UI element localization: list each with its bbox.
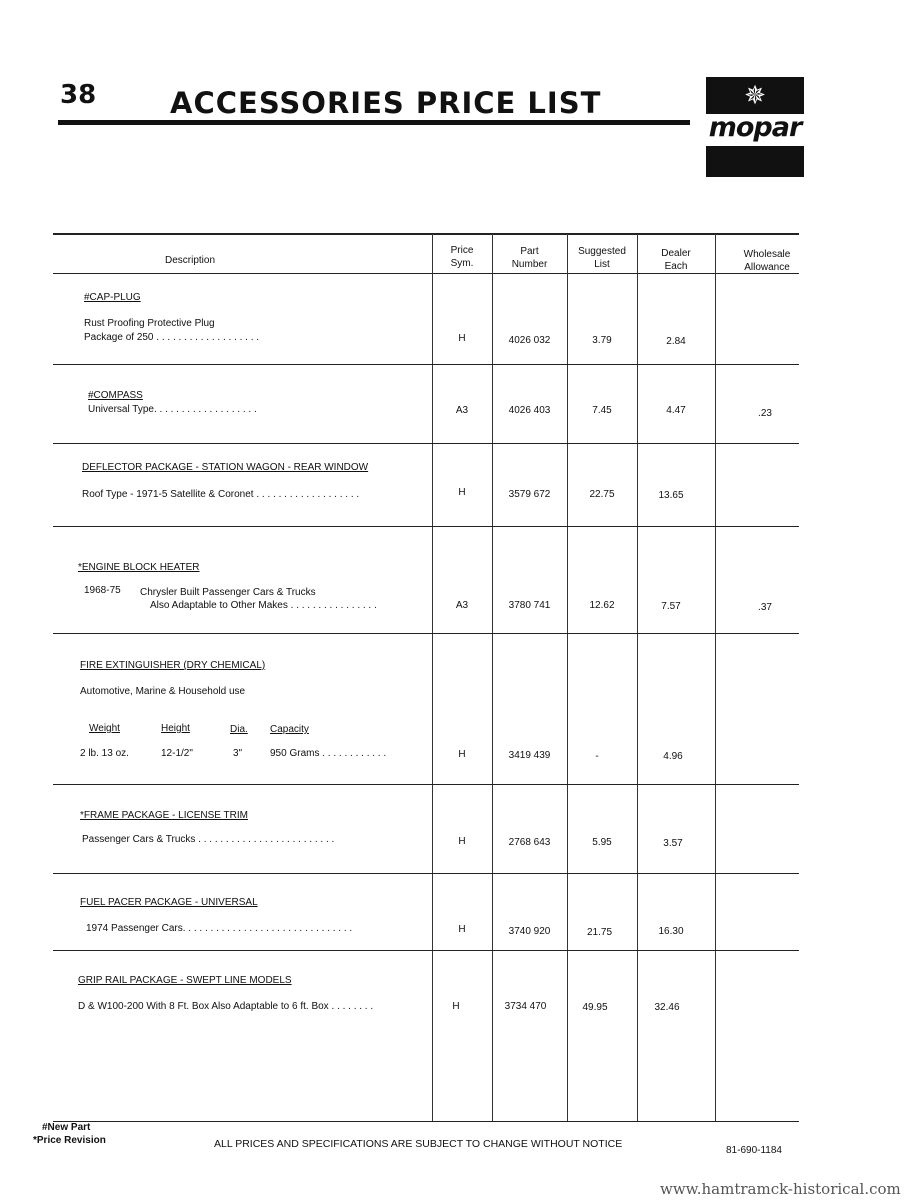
dealer-each: 32.46 xyxy=(654,1002,680,1013)
part-number: 3780 741 xyxy=(508,600,551,611)
spec-header-dia: Dia. xyxy=(230,724,248,735)
price-sym: A3 xyxy=(455,405,469,416)
suggested-list: 5.95 xyxy=(592,837,612,848)
dealer-each: 2.84 xyxy=(666,336,686,347)
suggested-list: 3.79 xyxy=(592,335,612,346)
suggested-list: 7.45 xyxy=(592,405,612,416)
price-sym: H xyxy=(452,1001,460,1012)
col-divider-dealer xyxy=(637,234,638,1122)
item-heading: *ENGINE BLOCK HEATER xyxy=(78,562,200,573)
row-separator xyxy=(53,443,799,444)
suggested-list: 21.75 xyxy=(586,927,613,938)
watermark: www.hamtramck-historical.com xyxy=(660,1180,901,1198)
col-header-dealer-each: Dealer Each xyxy=(661,248,691,272)
col-header-suggested-list: Suggested List xyxy=(578,246,626,270)
item-heading: DEFLECTOR PACKAGE - STATION WAGON - REAR WINDOW xyxy=(82,462,369,473)
spec-value-weight: 2 lb. 13 oz. xyxy=(80,748,129,759)
col-divider-part xyxy=(492,234,493,1122)
item-years: 1968-75 xyxy=(84,585,121,596)
part-number: 3740 920 xyxy=(508,926,551,937)
dealer-each: 4.96 xyxy=(663,751,683,762)
suggested-list: 22.75 xyxy=(589,489,615,500)
col-header-part-number: Part Number xyxy=(511,246,548,270)
row-separator xyxy=(53,950,799,951)
col-header-wholesale-allowance: Wholesale Allowance xyxy=(743,249,791,273)
price-sym: H xyxy=(458,333,466,344)
col-header-price-sym: Price Sym. xyxy=(450,245,474,269)
item-description: Rust Proofing Protective Plug xyxy=(84,318,215,329)
item-heading: FUEL PACER PACKAGE - UNIVERSAL xyxy=(80,897,258,908)
dealer-each: 3.57 xyxy=(663,838,683,849)
item-description: D & W100-200 With 8 Ft. Box Also Adaptable to 6 ft. Box . . . . . . . . xyxy=(78,1001,374,1012)
form-number: 81-690-1184 xyxy=(726,1145,782,1156)
suggested-list: - xyxy=(595,751,599,762)
dealer-each: 13.65 xyxy=(658,490,684,501)
dealer-each: 16.30 xyxy=(658,926,684,937)
spec-header-capacity: Capacity xyxy=(270,724,309,735)
page-title: ACCESSORIES PRICE LIST xyxy=(170,86,602,120)
suggested-list: 49.95 xyxy=(582,1002,608,1013)
title-rule xyxy=(58,120,690,125)
footer-notice: ALL PRICES AND SPECIFICATIONS ARE SUBJECT TO CHANGE WITHOUT NOTICE xyxy=(214,1138,623,1150)
logo-block-bottom xyxy=(706,146,804,177)
mopar-logo: mopar xyxy=(708,112,802,143)
legend-price-revision: *Price Revision xyxy=(33,1135,106,1146)
spec-value-capacity: 950 Grams . . . . . . . . . . . . xyxy=(270,748,387,759)
col-divider-wholesale xyxy=(715,234,716,1122)
item-heading: #COMPASS xyxy=(88,390,143,401)
price-sym: H xyxy=(458,924,466,935)
price-sym: H xyxy=(458,749,466,760)
col-divider-list xyxy=(567,234,568,1122)
price-sym: H xyxy=(458,836,466,847)
item-description: 1974 Passenger Cars. . . . . . . . . . . . . . . . . . . . . . . . . . . . . . . xyxy=(86,923,353,934)
col-header-description: Description xyxy=(164,255,216,266)
row-separator xyxy=(53,633,799,634)
legend-new-part: #New Part xyxy=(42,1122,91,1133)
table-bottom-rule xyxy=(53,1121,799,1122)
price-sym: A3 xyxy=(455,600,469,611)
part-number: 3734 470 xyxy=(504,1001,547,1012)
item-description: Chrysler Built Passenger Cars & Trucks xyxy=(140,587,316,598)
item-heading: #CAP-PLUG xyxy=(84,292,141,303)
spec-header-height: Height xyxy=(161,723,190,734)
item-description: Passenger Cars & Trucks . . . . . . . . . . . . . . . . . . . . . . . . . xyxy=(82,834,335,845)
suggested-list: 12.62 xyxy=(589,600,615,611)
spec-value-height: 12-1/2" xyxy=(161,748,193,759)
item-heading: GRIP RAIL PACKAGE - SWEPT LINE MODELS xyxy=(78,975,292,986)
item-description: Roof Type - 1971-5 Satellite & Coronet . . . . . . . . . . . . . . . . . . . xyxy=(82,489,360,500)
wholesale-allowance: .23 xyxy=(758,408,772,419)
item-description: Automotive, Marine & Household use xyxy=(80,686,246,697)
item-description: Universal Type. . . . . . . . . . . . . . . . . . . xyxy=(88,404,257,415)
part-number: 2768 643 xyxy=(508,837,551,848)
part-number: 4026 032 xyxy=(508,335,551,346)
table-top-rule xyxy=(53,233,799,235)
col-divider-sym xyxy=(432,234,433,1122)
spec-value-dia: 3" xyxy=(233,748,243,759)
price-sym: H xyxy=(458,487,466,498)
part-number: 3419 439 xyxy=(508,750,551,761)
row-separator xyxy=(53,784,799,785)
item-description: Package of 250 . . . . . . . . . . . . . . . . . . . xyxy=(84,332,260,343)
item-description: Also Adaptable to Other Makes . . . . . . . . . . . . . . . . xyxy=(150,600,377,611)
item-heading: FIRE EXTINGUISHER (DRY CHEMICAL) xyxy=(80,660,266,671)
spec-header-weight: Weight xyxy=(89,723,120,734)
row-separator xyxy=(53,364,799,365)
part-number: 3579 672 xyxy=(508,489,551,500)
pentastar-icon: ✵ xyxy=(744,80,766,110)
row-separator xyxy=(53,873,799,874)
dealer-each: 4.47 xyxy=(666,405,686,416)
row-separator xyxy=(53,526,799,527)
wholesale-allowance: .37 xyxy=(758,602,772,613)
item-heading: *FRAME PACKAGE - LICENSE TRIM xyxy=(80,810,248,821)
table-header-rule xyxy=(53,273,799,274)
part-number: 4026 403 xyxy=(508,405,551,416)
dealer-each: 7.57 xyxy=(661,601,681,612)
page-number: 38 xyxy=(60,80,97,110)
